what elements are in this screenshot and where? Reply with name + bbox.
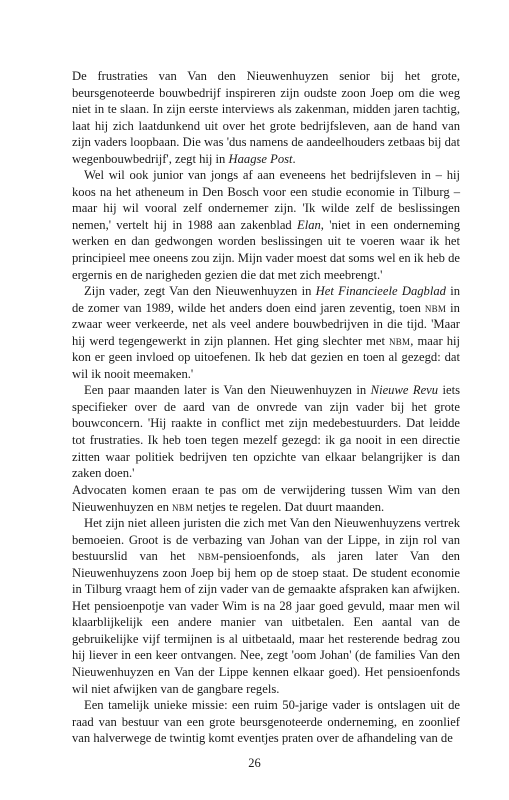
paragraph: Advocaten komen eraan te pas om de verwijdering tussen Wim van den Nieuwenhuyzen en nbm netjes te regelen. Dat duurt maanden. [72,483,460,514]
paragraph: Een paar maanden later is Van den Nieuwenhuyzen in Nieuwe Revu iets specifieker over de aard van de onvrede van zijn vader bij het grote bouwconcern. 'Hij raakte in conflict met zijn medebestuurders. Dat leidde tot frustraties. Ik heb toen tegen mezelf gezegd: ik ga nooit in een directie zitten waar politiek bedrijven ten opzichte van elkaar belangrijker is dan zaken doen.' [72,383,461,481]
body-text-section-2 [72,482,460,747]
page-number: 26 [248,756,261,770]
paragraph: Het zijn niet alleen juristen die zich met Van den Nieuwenhuyzens vertrek bemoeien. Groot is de verbazing van Johan van der Lippe, in zijn rol van bestuurslid van het nbm-pensioenfonds, als jaren later Van den Nieuwenhuyzens zoon Joep bij hem op de stoep staat. De student economie in Tilburg vraagt hem of zijn vader van de gemaakte afspraken kan afwijken. Het pensioenpotje van vader Wim is na 28 jaar goed gevuld, maar men wil klaarblijkelijk een andere manier van uitbetalen. Een aantal van de gebruikelijke vijf termijnen is al uitbetaald, maar het resterende bedrag zou hij liever in een keer ontvangen. Nee, zegt 'oom Johan' (de families Van den Nieuwenhuyzen en Van der Lippe kennen elkaar goed). Het pensioenfonds wil niet afwijken van de gangbare regels. [72,516,460,696]
body-text-section-1 [72,68,460,482]
paragraph: Wel wil ook junior van jongs af aan eveneens het bedrijfsleven in – hij koos na het atheneum in Den Bosch voor een studie economie in Tilburg – maar hij wil vooral zelf ondernemer zijn. 'Ik wilde zelf de beslissingen nemen,' vertelt hij in 1988 aan zakenblad Elan, 'niet in een onderneming werken en dan gedwongen worden beslissingen uit te voeren waar ik het principieel mee oneens zou zijn. Mijn vader moest dat soms wel en ik heb de ergernis en de narigheden gezien die dat met zich meebrengt.' [72,168,460,282]
paragraph: Zijn vader, zegt Van den Nieuwenhuyzen in Het Financieele Dagblad in de zomer van 1989, wilde het anders doen eind jaren zeventig, toen nbm in zwaar weer verkeerde, net als veel andere bouwbedrijven in die tijd. 'Maar hij werd tegengewerkt in zijn plannen. Het ging slechter met nbm, maar hij kon er geen invloed op uitoefenen. Ik heb dat gezien en toen al gezegd: dat wil ik nooit meemaken.' [72,284,461,381]
paragraph: Een tamelijk unieke missie: een ruim 50-jarige vader is ontslagen uit de raad van bestuur van een grote beursgenoteerde onderneming, en zoonlief van halverwege de twintig komt eventjes praten over de afhandeling van de [72,698,460,746]
paragraph: De frustraties van Van den Nieuwenhuyzen senior bij het grote, beursgenoteerde bouwbedrijf inspireren zijn oudste zoon Joep om die weg niet in te slaan. In zijn eerste interviews als zakenman, midden jaren tachtig, laat hij zich laatdunkend uit over het grote bedrijfsleven, aan de hand van zijn vaders loopbaan. Die was 'dus namens de aandeelhouders zetbaas bij dat wegenbouwbedrijf', zegt hij in Haagse Post. [72,69,460,166]
